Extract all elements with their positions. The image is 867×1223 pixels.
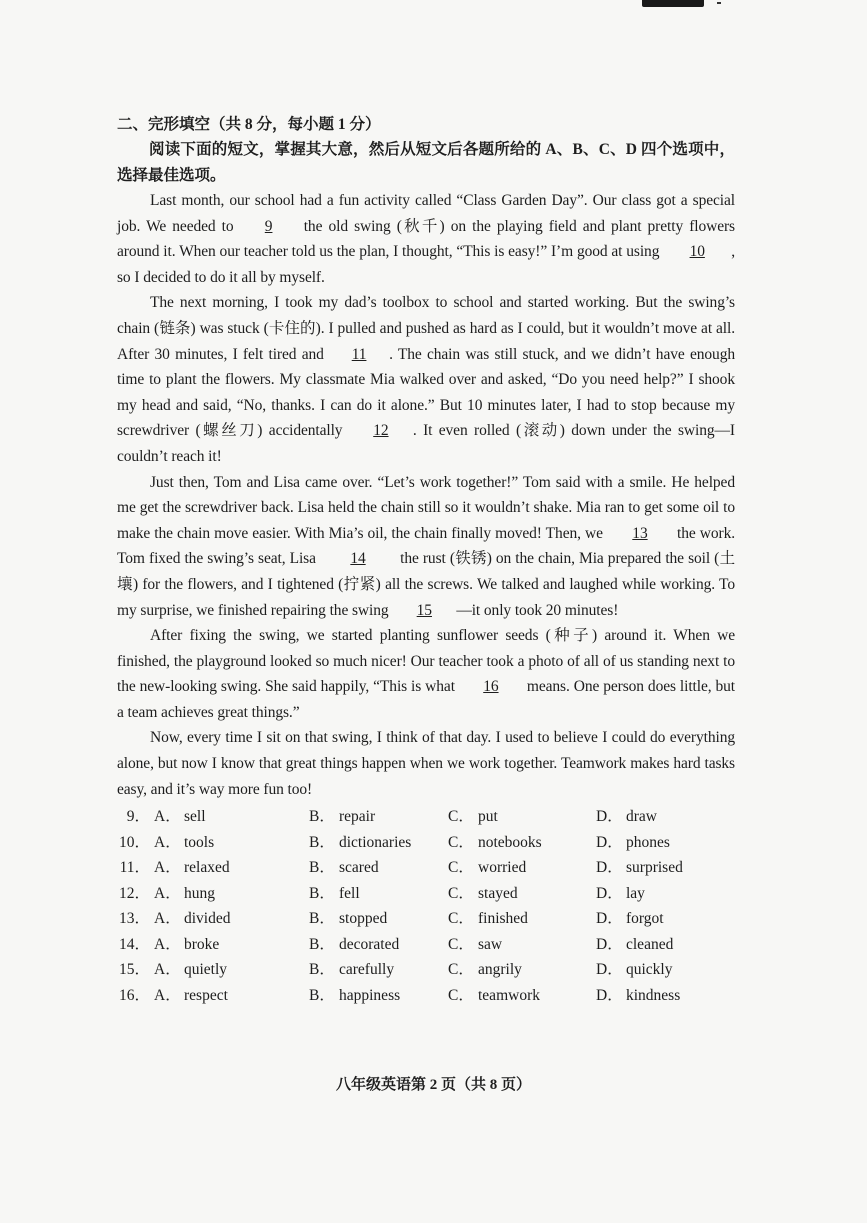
option-letter: B． [309,884,335,902]
paragraph-text: The next morning, I took my dad’s toolbox to school and started working. But the swing’s chain (链条) was stuck (卡住的). I pulled and pushed as hard as I could, but it wouldn’t move at all. After 30 minutes, I felt tired and [117,294,735,363]
option-text: tools [184,833,215,851]
question-row [117,932,735,958]
option-letter: C． [448,859,474,877]
passage-paragraph-5 [117,725,735,802]
section-instructions: 阅读下面的短文，掌握其大意，然后从短文后各题所给的 A、B、C、D 四个选项中，选择最佳选项。 [117,141,735,184]
option-letter: D． [596,986,623,1004]
passage-paragraph-3 [117,470,735,624]
option-a [150,855,309,881]
option-b [309,804,448,830]
option-letter: C． [448,833,474,851]
question-number: 10． [118,833,150,851]
option-b [309,881,448,907]
option-letter: A． [154,935,181,953]
option-letter: C． [448,808,474,826]
option-letter: B． [309,986,335,1004]
option-letter: A． [154,910,181,928]
option-letter: D． [596,859,623,877]
option-letter: A． [154,961,181,979]
section-title: 二、完形填空（共 8 分，每小题 1 分） [117,116,381,133]
option-text: scared [339,859,379,877]
option-text: forgot [626,910,664,928]
option-a [150,906,309,932]
paragraph-text: the rust (铁锈) on the chain, Mia prepared the soil (土壤) for the flowers, and I tightened (拧紧) all the screws. We talked and laughed while working. To my surprise, we finished repairing the swing [117,550,735,619]
paragraph-text: After fixing the swing, we started planting sunflower seeds (种子) around it. When we finished, the playground looked so much nicer! Our teacher took a photo of all of us standing next to the new-looking swing. She said happily, “This is what [117,627,735,696]
option-a [150,983,309,1009]
option-b [309,957,448,983]
option-letter: D． [596,910,623,928]
option-d [596,855,716,881]
option-a [150,957,309,983]
question-row [117,855,735,881]
option-letter: B． [309,935,335,953]
option-text: divided [184,910,231,928]
blank-14: 14 [350,550,366,568]
blank-13: 13 [632,524,648,542]
option-c [448,804,596,830]
option-text: kindness [626,986,681,1004]
option-text: phones [626,833,670,851]
option-b [309,906,448,932]
option-text: draw [626,808,657,826]
option-text: put [478,808,498,826]
question-row [117,983,735,1009]
option-text: worried [478,859,527,877]
option-letter: C． [448,935,474,953]
option-letter: C． [448,986,474,1004]
option-c [448,983,596,1009]
option-text: broke [184,935,220,953]
question-number: 9． [126,808,150,826]
option-text: angrily [478,961,522,979]
option-text: hung [184,884,215,902]
option-text: quickly [626,961,673,979]
option-text: happiness [339,986,401,1004]
option-d [596,804,716,830]
blank-16: 16 [483,678,499,696]
option-text: quietly [184,961,228,979]
option-letter: C． [448,961,474,979]
option-letter: A． [154,884,181,902]
option-text: decorated [339,935,400,953]
option-d [596,932,716,958]
option-letter: A． [154,859,181,877]
option-c [448,855,596,881]
question-row [117,906,735,932]
option-d [596,983,716,1009]
option-text: carefully [339,961,395,979]
paragraph-text: . The chain was still stuck, and we didn’t have enough time to plant the flowers. My classmate Mia walked over and asked, “Do you need help?” I shook my head and said, “No, thanks. I can do it alone.” But 10 minutes later, I had to stop because my screwdriver (螺丝刀) accidentally [117,345,735,440]
option-letter: A． [154,833,181,851]
question-number: 14． [118,935,150,953]
paragraph-text: Last month, our school had a fun activity called “Class Garden Day”. Our class got a special job. We needed to [117,192,735,235]
option-text: stayed [478,884,518,902]
question-row [117,804,735,830]
paragraph-text: means. One person does little, but a team achieves great things.” [117,678,735,721]
cloze-section [117,112,735,1008]
option-letter: B． [309,833,335,851]
option-b [309,830,448,856]
option-text: cleaned [626,935,674,953]
paragraph-text: Now, every time I sit on that swing, I think of that day. I used to believe I could do everything alone, but now I know that great things happen when we work together. Teamwork makes hard tasks easy, and it’s way more fun too! [117,729,735,798]
option-text: notebooks [478,833,542,851]
option-letter: D． [596,833,623,851]
question-row [117,881,735,907]
option-text: teamwork [478,986,540,1004]
question-row [117,830,735,856]
option-b [309,855,448,881]
paragraph-text: Just then, Tom and Lisa came over. “Let’s work together!” Tom said with a smile. He helped me get the screwdriver back. Lisa held the chain still so it wouldn’t shake. Mia ran to get some oil to make the chain move easier. With Mia’s oil, the chain finally moved! Then, we [117,473,735,542]
paragraph-text: , so I decided to do it all by myself. [117,243,735,286]
passage-paragraph-4 [117,623,735,725]
question-number: 13． [118,910,150,928]
paragraph-text: . It even rolled (滚动) down under the swing—I couldn’t reach it! [117,422,735,465]
blank-15: 15 [416,601,432,619]
option-letter: D． [596,935,623,953]
option-d [596,906,716,932]
page-footer: 八年级英语第 2 页（共 8 页） [335,1077,531,1093]
option-d [596,830,716,856]
option-letter: C． [448,910,474,928]
option-d [596,957,716,983]
scan-header-dot [717,2,721,4]
option-text: stopped [339,910,388,928]
option-text: finished [478,910,528,928]
option-text: fell [339,884,360,902]
option-d [596,881,716,907]
scan-header-mark [642,0,704,7]
options-list [117,804,735,1008]
option-letter: D． [596,808,623,826]
option-letter: A． [154,808,181,826]
option-a [150,830,309,856]
option-letter: B． [309,859,335,877]
question-number: 12． [118,884,150,902]
option-letter: B． [309,961,335,979]
option-letter: D． [596,884,623,902]
option-b [309,932,448,958]
blank-9: 9 [264,217,273,235]
blank-12: 12 [373,422,389,440]
passage-paragraph-2 [117,290,735,469]
option-b [309,983,448,1009]
option-a [150,881,309,907]
paragraph-text: the work. Tom fixed the swing’s seat, Lisa [117,524,735,568]
option-text: repair [339,808,376,826]
option-text: saw [478,935,503,953]
option-text: sell [184,808,206,826]
question-number: 15． [118,961,150,979]
paragraph-text: the old swing (秋千) on the playing field and plant pretty flowers around it. When our teacher told us the plan, I thought, “This is easy!” I’m good at using [117,217,735,261]
option-letter: A． [154,986,181,1004]
option-a [150,804,309,830]
passage-paragraph-1 [117,188,735,290]
option-c [448,881,596,907]
option-c [448,932,596,958]
option-text: relaxed [184,859,230,877]
option-a [150,932,309,958]
question-row [117,957,735,983]
option-text: lay [626,884,645,902]
option-text: dictionaries [339,833,412,851]
option-letter: B． [309,910,335,928]
option-letter: B． [309,808,335,826]
option-c [448,906,596,932]
question-number: 11． [119,859,150,877]
question-number: 16． [118,986,150,1004]
blank-10: 10 [689,243,705,261]
option-letter: C． [448,884,474,902]
blank-11: 11 [351,345,367,363]
option-c [448,830,596,856]
option-c [448,957,596,983]
option-text: surprised [626,859,683,877]
option-text: respect [184,986,228,1004]
paragraph-text: —it only took 20 minutes! [456,601,619,619]
option-letter: D． [596,961,623,979]
